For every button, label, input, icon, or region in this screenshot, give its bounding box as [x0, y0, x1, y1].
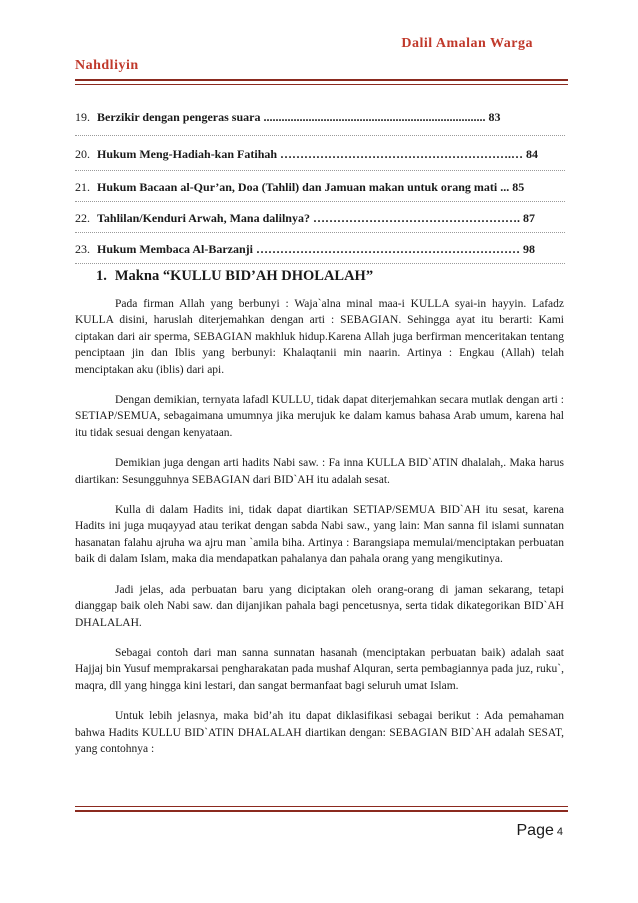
paragraph: Kulla di dalam Hadits ini, tidak dapat diartikan SETIAP/SEMUA BID`AH itu sesat, karena Hadits ini juga muqayyad atau terikat dengan sabda Nabi saw., yang lain: Man sanna fil islami sunnatan hasanatan falahu ajruha wa ajru man `amila biha. Artinya : Barangsiapa memulai/menciptakan perbuatan baik di dalam Islam, maka dia mendapatkan pahalanya dan pahala orang yang mengikutinya.	[75, 504, 564, 566]
toc-entry-page: 84	[526, 147, 539, 161]
page-number	[517, 822, 564, 840]
paragraph: Pada firman Allah yang berbunyi : Waja`alna minal maa-i KULLA syai-in hayyin. Lafadz KULLA disini, haruslah diterjemahkan dengan arti : SEBAGIAN. Sehingga ayat itu berarti: Kami ciptakan dari air sperma, SEBAGIAN makhluk hidup.Karena Allah juga berfirman menceritakan tentang penciptaan jin dan Iblis yang berbunyi: Khalaqtanii min naarin. Artinya : Engkau (Allah) telah menciptakan aku (iblis) dari api.	[75, 298, 564, 376]
toc-separator	[75, 170, 565, 171]
section-heading	[96, 268, 373, 285]
toc-entry-page: 83	[488, 110, 501, 124]
toc-entry-23[interactable]	[75, 242, 565, 257]
paragraph: Dengan demikian, ternyata lafadl KULLU, tidak dapat diterjemahkan secara mutlak dengan arti : SETIAP/SEMUA, sebagaimana umumnya jika merujuk ke dalam kamus bahasa Arab umum, karena hal itu tidak sesuai dengan kenyataan.	[75, 394, 564, 439]
paragraph: Untuk lebih jelasnya, maka bid’ah itu dapat diklasifikasi sebagai berikut : Ada pemahaman bahwa Hadits KULLU BID`ATIN DHALALAH diartikan dengan: SEBAGIAN BID`AH adalah SESAT, yang contohnya :	[75, 710, 564, 755]
section-number: 1.	[96, 268, 107, 284]
toc-entry-dots: …………………………………………………………	[253, 242, 523, 256]
toc-entry-title: Hukum Membaca Al-Barzanji	[97, 242, 253, 256]
toc-separator	[75, 232, 565, 233]
paragraph: Jadi jelas, ada perbuatan baru yang diciptakan oleh orang-orang di jaman sekarang, tetapi dianggap baik oleh Nabi saw. dan dijanjikan pahala bagi pencetusnya, serta tidak dikategorikan BID`AH DHALALAH.	[75, 583, 564, 629]
toc-entry-number: 21.	[75, 180, 90, 194]
header-title-part1: Dalil Amalan Warga	[401, 36, 533, 51]
toc-entry-title: Hukum Meng-Hadiah-kan Fatihah	[97, 147, 278, 161]
section-title: Makna “KULLU BID’AH DHOLALAH”	[114, 268, 374, 284]
toc-separator	[75, 263, 565, 264]
toc-entry-dots: ...	[497, 180, 513, 194]
toc-entry-21[interactable]	[75, 180, 565, 195]
toc-entry-20[interactable]	[75, 147, 565, 162]
toc-entry-page: 87	[522, 211, 535, 225]
toc-entry-number: 22.	[75, 211, 90, 225]
toc-entry-22[interactable]	[75, 211, 565, 226]
header-title-part2: Nahdliyin	[75, 58, 139, 73]
footer-rule	[75, 806, 568, 812]
toc-entry-dots: ..........................................................................	[260, 110, 489, 124]
toc-entry-title: Tahlilan/Kenduri Arwah, Mana dalilnya?	[97, 211, 310, 225]
toc-entry-number: 19.	[75, 110, 90, 124]
toc-separator	[75, 201, 565, 202]
toc-entry-dots: …………………………………………….	[309, 211, 523, 225]
page-number-value: 4	[556, 826, 563, 838]
toc-entry-page: 98	[523, 242, 535, 256]
toc-entry-page: 85	[512, 180, 525, 194]
toc-entry-number: 23.	[75, 242, 90, 256]
toc-entry-title: Hukum Bacaan al-Qur’an, Doa (Tahlil) dan Jamuan makan untuk orang mati	[97, 180, 498, 194]
body-text	[75, 296, 564, 771]
toc-separator	[75, 135, 565, 136]
paragraph: Sebagai contoh dari man sanna sunnatan hasanah (menciptakan perbuatan baik) adalah saat Hajjaj bin Yusuf memprakarsai pengharakatan pada mushaf Alquran, serta pembagiannya pada juz, ruku`, maqra, dll yang hingga kini lestari, dan sangat bermanfaat bagi seluruh umat Islam.	[75, 646, 564, 692]
toc-entry-title: Berzikir dengan pengeras suara	[97, 110, 261, 124]
header-rule	[75, 79, 568, 85]
toc-entry-number: 20.	[75, 147, 90, 161]
toc-entry-19[interactable]	[75, 110, 565, 125]
paragraph: Demikian juga dengan arti hadits Nabi saw. : Fa inna KULLA BID`ATIN dhalalah,. Maka harus diartikan: Sesungguhnya SEBAGIAN dari BID`AH itu adalah sesat.	[75, 457, 564, 486]
toc-entry-dots: ………………………………………………….…	[277, 147, 527, 161]
page-label: Page	[516, 822, 554, 839]
